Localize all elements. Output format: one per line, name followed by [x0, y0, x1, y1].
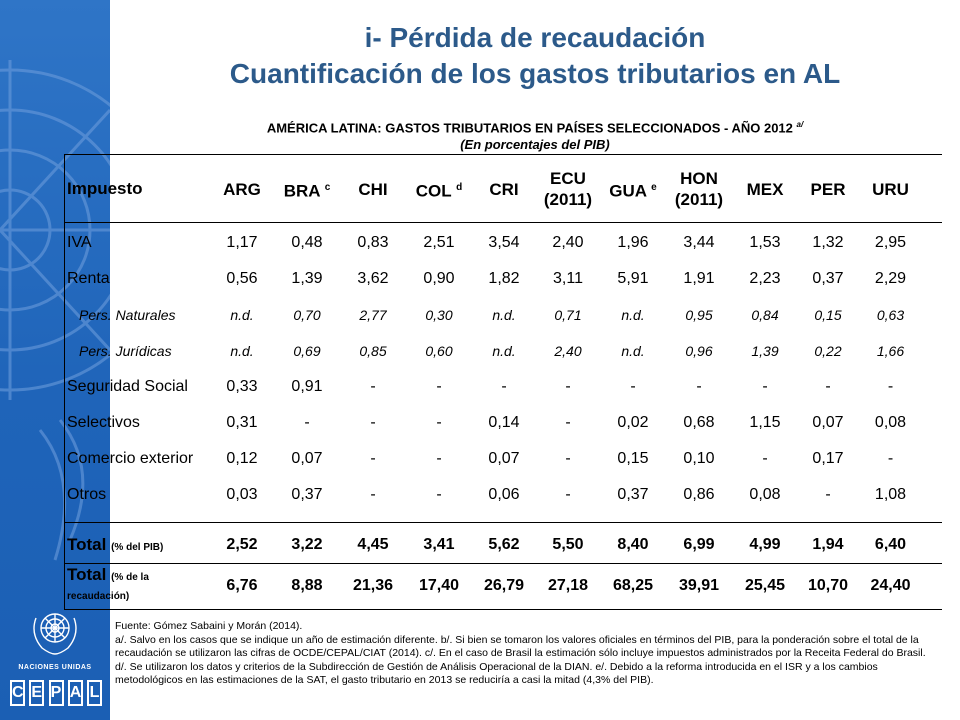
- table-cell: 24,40: [870, 577, 911, 594]
- table-cell: 21,36: [352, 577, 394, 594]
- table-cell: 1,32: [812, 234, 844, 251]
- table-cell: 1,91: [683, 270, 715, 287]
- table-cell: -: [565, 414, 571, 431]
- column-code: ARG: [223, 179, 261, 199]
- column-header-cri: [473, 179, 535, 200]
- table-cell: n.d.: [492, 307, 516, 323]
- slide-title: i- Pérdida de recaudación: [364, 22, 706, 53]
- column-header-chi: [341, 179, 405, 200]
- column-header-gua: [601, 177, 665, 202]
- table-cell: 0,15: [814, 307, 842, 323]
- cepal-letter: E: [29, 680, 44, 706]
- table-cell: 8,40: [617, 536, 649, 553]
- table-cell: 3,62: [357, 270, 389, 287]
- total-label: Total: [67, 535, 107, 554]
- table-row: [64, 336, 942, 366]
- table-cell: 6,40: [874, 536, 907, 553]
- table-cell: 0,60: [425, 343, 453, 359]
- table-cell: 6,76: [226, 577, 258, 594]
- column-header-mex: [733, 179, 797, 200]
- table-cell: n.d.: [621, 343, 645, 359]
- table-bottom-rule: [64, 609, 942, 610]
- total-rec-note: recaudación): [67, 591, 130, 602]
- cepal-letter: P: [49, 680, 64, 706]
- table-cell: 0,31: [226, 414, 258, 431]
- table-cell: 3,22: [291, 536, 323, 553]
- cepal-letter: A: [68, 680, 83, 706]
- table-row: [64, 264, 942, 294]
- table-cell: 26,79: [483, 577, 525, 594]
- table-cell: 0,15: [617, 450, 649, 467]
- total-pib-note: (% del PIB): [111, 542, 164, 553]
- table-cell: 2,40: [552, 234, 584, 251]
- table-cell: -: [436, 450, 442, 467]
- table-cell: 0,02: [617, 414, 649, 431]
- table-cell: 0,37: [617, 486, 649, 503]
- table-cell: 0,14: [488, 414, 520, 431]
- table-cell: 0,90: [423, 270, 455, 287]
- table-cell: 0,84: [751, 307, 779, 323]
- column-code: BRA: [283, 181, 320, 201]
- table-cell: 5,50: [552, 536, 584, 553]
- table-cell: 0,83: [357, 234, 389, 251]
- table-title-note: a/: [796, 120, 804, 129]
- table-cell: n.d.: [492, 343, 516, 359]
- table-top-rule: [64, 154, 942, 155]
- table-cell: 0,71: [554, 307, 582, 323]
- table-cell: 0,95: [685, 307, 713, 323]
- column-header-per: [797, 179, 859, 200]
- table-cell: -: [370, 486, 376, 503]
- table-cell: 17,40: [418, 577, 460, 594]
- table-body-rule: [64, 522, 942, 523]
- column-code: URU: [872, 179, 909, 199]
- table-cell: 0,12: [226, 450, 258, 467]
- column-code: COL: [415, 181, 452, 201]
- table-cell: -: [436, 414, 442, 431]
- table-cell: n.d.: [230, 343, 254, 359]
- table-cell: -: [370, 414, 376, 431]
- table-cell: 5,91: [617, 270, 649, 287]
- table-title: [110, 120, 960, 135]
- source-note: Fuente: Gómez Sabaini y Morán (2014).: [115, 620, 303, 632]
- table-cell: 25,45: [744, 577, 786, 594]
- table-cell: 27,18: [547, 577, 589, 594]
- cepal-letter: C: [10, 680, 25, 706]
- table-cell: 2,23: [749, 270, 781, 287]
- table-cell: 2,40: [554, 343, 582, 359]
- table-cell: 2,51: [423, 234, 455, 251]
- table-row: [64, 408, 942, 438]
- table-cell: 1,08: [874, 486, 907, 503]
- footnotes: [115, 620, 935, 688]
- table-cell: 0,96: [685, 343, 713, 359]
- column-year: (2011): [543, 190, 593, 209]
- table-cell: 2,95: [874, 234, 907, 251]
- column-code: CRI: [489, 179, 519, 199]
- table-row: [64, 300, 942, 330]
- column-header-bra: [273, 177, 341, 202]
- table-cell: 0,85: [359, 343, 387, 359]
- table-cell: 4,99: [749, 536, 781, 553]
- total-recaudacion-row: [64, 567, 942, 605]
- table-cell: 2,52: [226, 536, 258, 553]
- table-cell: 2,77: [359, 307, 387, 323]
- table-cell: 1,53: [749, 234, 781, 251]
- column-code: CHI: [358, 179, 388, 199]
- slide-subtitle: Cuantificación de los gastos tributarios en AL: [229, 58, 841, 89]
- total-pib-row: [64, 530, 942, 560]
- table-cell: n.d.: [621, 307, 645, 323]
- column-code: MEX: [746, 179, 784, 199]
- table-cell: 0,17: [812, 450, 844, 467]
- table-cell: 4,45: [357, 536, 389, 553]
- row-label: IVA: [67, 234, 92, 251]
- total-pib-label: [64, 535, 211, 555]
- table-cell: n.d.: [230, 307, 254, 323]
- column-code: HON: [680, 169, 718, 188]
- table-cell: -: [501, 378, 507, 395]
- table-cell: -: [565, 378, 571, 395]
- table-row: [64, 372, 942, 402]
- table-cell: 0,69: [293, 343, 321, 359]
- column-note: d: [456, 181, 463, 193]
- row-label: Renta: [67, 270, 110, 287]
- table-cell: 3,11: [553, 270, 583, 287]
- table-cell: -: [696, 378, 702, 395]
- table-cell: 0,08: [874, 414, 907, 431]
- table-cell: 3,54: [488, 234, 520, 251]
- table-cell: 0,22: [814, 343, 842, 359]
- table-cell: 0,37: [291, 486, 323, 503]
- table-cell: 3,41: [423, 536, 455, 553]
- column-year: (2011): [674, 190, 724, 209]
- table-cell: 0,68: [683, 414, 715, 431]
- table-cell: 0,70: [293, 307, 321, 323]
- table-cell: -: [565, 450, 571, 467]
- row-label: Pers. Naturales: [79, 307, 176, 323]
- table-cell: 1,15: [749, 414, 781, 431]
- table-cell: 0,63: [876, 307, 905, 323]
- table-row: [64, 480, 942, 510]
- column-note: e: [651, 181, 657, 193]
- row-label: Pers. Jurídicas: [79, 343, 172, 359]
- column-header-hon: [665, 168, 733, 210]
- table-cell: 1,17: [226, 234, 258, 251]
- table-subtitle: (En porcentajes del PIB): [460, 137, 610, 152]
- table-cell: 1,82: [488, 270, 520, 287]
- column-header-col: [405, 177, 473, 202]
- cepal-logo: [10, 680, 102, 710]
- table-cell: 10,70: [807, 577, 849, 594]
- table-cell: 0,37: [812, 270, 844, 287]
- table-cell: 5,62: [488, 536, 520, 553]
- table-cell: 6,99: [683, 536, 715, 553]
- table-cell: -: [436, 486, 442, 503]
- table-cell: 0,48: [291, 234, 323, 251]
- table-cell: -: [887, 450, 894, 467]
- row-label: Selectivos: [67, 414, 140, 431]
- table-header-rule: [64, 222, 942, 223]
- table-cell: -: [304, 414, 310, 431]
- table-cell: 0,10: [683, 450, 715, 467]
- table-cell: -: [565, 486, 571, 503]
- column-code: ECU: [550, 169, 586, 188]
- table-cell: 0,56: [226, 270, 258, 287]
- table-cell: 1,96: [617, 234, 649, 251]
- table-cell: 1,39: [291, 270, 323, 287]
- footnote-text: a/. Salvo en los casos que se indique un año de estimación diferente. b/. Si bien se tomaron los valores oficiales en términos del PIB, para la ponderación sobre el total de la recaudación se utilizaron las cifras de OCDE/CEPAL/CIAT (2014). c/. En el caso de Brasil la estimación sólo incluye impuestos administrados por la Receita Federal do Brasil. d/. Se utilizaron los datos y criterios de la Subdirección de Gestión de Análisis Operacional de la DIAN. e/. Debido a la reforma introducida en el ISR y a los cambios metodológicos en las estimaciones de la SAT, el gasto tributario en 2013 se reduciría a casi la mitad (4,3% del PIB).: [115, 633, 926, 687]
- header-impuesto: Impuesto: [67, 179, 143, 198]
- table-cell: 0,07: [488, 450, 520, 467]
- table-cell: -: [630, 378, 636, 395]
- table-title-text: AMÉRICA LATINA: GASTOS TRIBUTARIOS EN PAÍSES SELECCIONADOS - AÑO 2012: [266, 120, 793, 136]
- table-cell: 1,66: [876, 343, 905, 359]
- total-rec-note: (% de la: [111, 572, 149, 583]
- column-code: GUA: [609, 181, 647, 201]
- row-label: Comercio exterior: [67, 450, 194, 467]
- table-cell: 0,07: [812, 414, 844, 431]
- table-cell: 3,44: [683, 234, 715, 251]
- un-logo-icon: [22, 598, 88, 664]
- table-row: [64, 444, 942, 474]
- un-name-text: NACIONES UNIDAS: [18, 664, 92, 671]
- table-total-rule: [64, 563, 942, 564]
- table-cell: 0,30: [425, 307, 453, 323]
- table-cell: -: [762, 450, 768, 467]
- column-header-uru: [859, 179, 922, 200]
- table-cell: 0,08: [749, 486, 781, 503]
- table-cell: 0,91: [291, 378, 323, 395]
- table-cell: 1,94: [812, 536, 844, 553]
- total-recaudacion-label: [64, 567, 211, 605]
- table-cell: -: [887, 378, 894, 395]
- cepal-letter: L: [87, 680, 102, 706]
- table-cell: 0,33: [226, 378, 258, 395]
- row-label: Otros: [67, 486, 107, 503]
- table-cell: 1,39: [751, 343, 779, 359]
- table-cell: 0,07: [291, 450, 323, 467]
- table-cell: -: [436, 378, 442, 395]
- table-cell: 0,86: [683, 486, 715, 503]
- table-cell: -: [762, 378, 768, 395]
- table-cell: 0,06: [488, 486, 520, 503]
- table-cell: -: [370, 450, 376, 467]
- table-cell: 68,25: [612, 577, 654, 594]
- table-cell: 2,29: [874, 270, 907, 287]
- total-label: Total: [67, 565, 107, 584]
- table-cell: -: [825, 378, 831, 395]
- table-row: [64, 228, 942, 258]
- table-cell: -: [825, 486, 831, 503]
- table-cell: 8,88: [291, 577, 323, 594]
- column-header-ecu: [535, 168, 601, 210]
- column-header-arg: [211, 179, 273, 200]
- table-cell: 39,91: [678, 577, 720, 594]
- table-header-row: [64, 160, 942, 218]
- table-cell: -: [370, 378, 376, 395]
- row-label: Seguridad Social: [67, 378, 188, 395]
- column-note: c: [324, 181, 331, 193]
- table-cell: 0,03: [226, 486, 258, 503]
- column-code: PER: [810, 179, 846, 199]
